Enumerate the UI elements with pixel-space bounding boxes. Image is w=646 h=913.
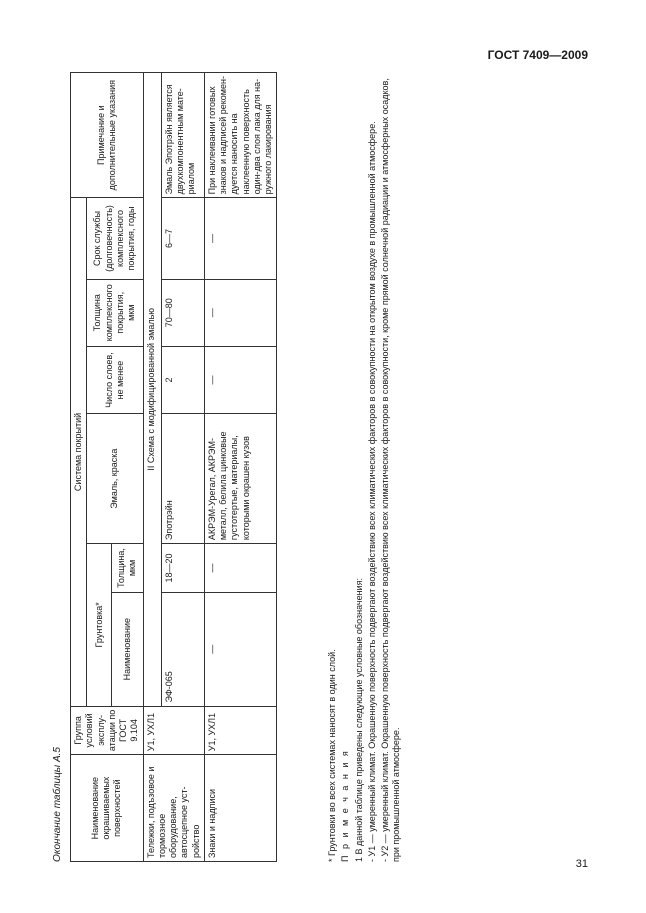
header-surfaces: Наименование окрашиваемых поверхностей [71, 755, 144, 862]
header-service-life: Срок службы (долговечность) комплексного покрытия, годы [87, 198, 143, 279]
section-title: II Схема с модифицированной эмалью [143, 73, 161, 707]
footnote: * Грунтовки во всех системах наносят в один слой. [327, 649, 337, 862]
row-1-surfaces: Тележки, подъзовое и тормозное оборудование, автосцепное устройство [143, 755, 204, 862]
header-primer-thickness: Толщина, мкм [112, 544, 143, 593]
row-2-total-thickness: — [204, 279, 277, 346]
row-2-surfaces: Знаки и надписи [204, 755, 277, 862]
notes-block [327, 72, 405, 862]
row-2-group: У1, УХЛ1 [204, 706, 277, 755]
header-system: Система покрытий [71, 198, 87, 706]
header-total-thickness: Толщина комплексного покрытия, мкм [87, 279, 143, 346]
row-1-enamel: Эпотрэйн [161, 414, 204, 544]
table-caption: Окончание таблицы А.5 [52, 747, 63, 862]
header-primer: Грунтовка* [87, 544, 112, 706]
document-header: ГОСТ 7409—2009 [487, 48, 588, 62]
row-2-primer-name: — [204, 592, 277, 706]
row-2-primer-thickness: — [204, 544, 277, 593]
row-1-notes: Эмаль Эпотрэйн является двухкомпонентным материалом [161, 73, 204, 198]
header-enamel: Эмаль, краска [87, 414, 143, 544]
notes-title: П р и м е ч а н и я [340, 749, 351, 862]
row-1-group: У1, УХЛ1 [143, 706, 204, 755]
header-layers: Число слоев, не менее [87, 346, 143, 413]
row-2-layers: — [204, 346, 277, 413]
rotated-table-block [52, 72, 447, 862]
note-2: - У1 — умеренный климат. Окрашенную поверхность подвергают воздействию всех климатических факторов в совокупности на открытом воздухе в промышленной атмосфере. [366, 121, 377, 862]
coating-systems-table [70, 72, 277, 862]
note-1: 1 В данной таблице приведены следующие условные обозначения: [353, 578, 364, 862]
note-3: - У2 — умеренный климат. Окрашенную поверхность подвергают воздействию всех климатических факторов в совокупности, кроме прямой солнечной радиации и атмосферных осадков, при промышленной атмосфере. [380, 78, 402, 862]
row-1-primer-name: ЭФ-065 [161, 592, 204, 706]
row-2-notes: При наклеивании готовых знаков и надписей рекомендуется наносить на наклеенную поверхность один-два слоя лака для наружного лакирования [204, 73, 277, 198]
row-2-enamel: АКРЭМ-Урегал, АКРЭМ-металл, белила цинковые густотертые, материалы, которыми окрашен кузов [204, 414, 277, 544]
row-1-layers: 2 [161, 346, 204, 413]
row-1-total-thickness: 70—80 [161, 279, 204, 346]
row-1-primer-thickness: 18—20 [161, 544, 204, 593]
header-primer-name: Наименование [112, 592, 143, 706]
row-1-service-life: 6—7 [161, 198, 204, 279]
header-group: Группа условий эксплуатации по ГОСТ 9.104 [71, 706, 144, 755]
header-notes: Примечание и дополнительные указания [71, 73, 144, 198]
row-2-service-life: — [204, 198, 277, 279]
page-number: 31 [575, 858, 588, 870]
